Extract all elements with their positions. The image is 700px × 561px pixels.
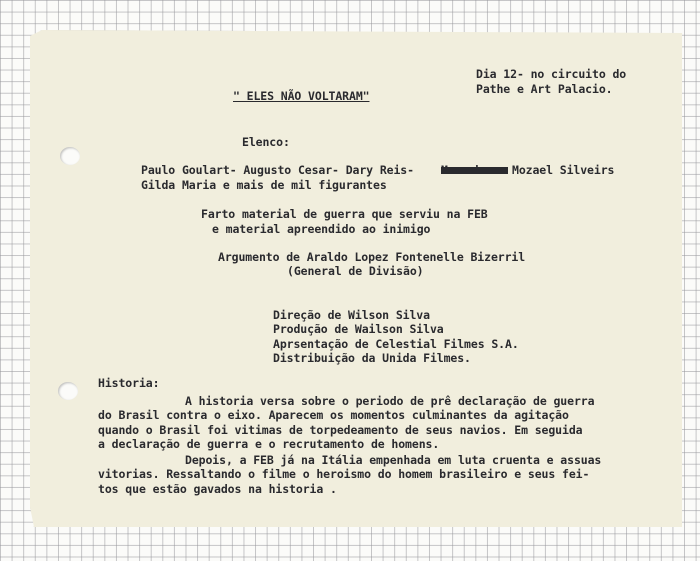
argument-line-2: (General de Divisão) [287, 264, 424, 278]
argument-line-1: Argumento de Araldo Lopez Fontenelle Bizerril [218, 250, 526, 264]
history-label: Historia: [98, 376, 160, 390]
history-line: vitorias. Ressaltando o filme o heroismo do homem brasileiro e seus fei- [98, 467, 590, 481]
history-line: a declaração de guerra e o recrutamento de homens. [98, 437, 440, 451]
history-line: A historia versa sobre o periodo de prê declaração de guerra [185, 394, 595, 408]
history-line: quando o Brasil foi vitimas de torpedeamento de seus navios. Em seguida [98, 423, 583, 437]
document-title: " ELES NÃO VOLTARAM" [233, 89, 370, 103]
cast-label: Elenco: [242, 135, 290, 149]
material-line-1: Farto material de guerra que serviu na FEB [201, 207, 488, 221]
credit-production: Produção de Wailson Silva [273, 322, 444, 336]
punch-hole [60, 147, 80, 165]
cast-line-2: Gilda Maria e mais de mil figurantes [141, 178, 387, 192]
cast-line-1b: Mozael Silveirs [512, 163, 615, 177]
credit-presentation: Aprsentação de Celestial Filmes S.A. [273, 337, 519, 351]
screening-date-line: Dia 12- no circuito do [476, 67, 627, 81]
credit-distribution: Distribuição da Unida Filmes. [273, 351, 471, 365]
history-line: Depois, a FEB já na Itália empenhada em luta cruenta e assuas [185, 453, 602, 467]
credit-direction: Direção de Wilson Silva [273, 308, 430, 322]
material-line-2: e material apreendido ao inimigo [212, 222, 431, 236]
screening-venue-line: Pathe e Art Palacio. [476, 82, 613, 96]
history-line: tos que estão gavados na historia . [98, 482, 337, 496]
strike-through-mark [441, 167, 508, 174]
cast-line-1a: Paulo Goulart- Augusto Cesar- Dary Reis- [141, 163, 414, 177]
history-line: do Brasil contra o eixo. Aparecem os momentos culminantes da agitação [98, 408, 569, 422]
punch-hole [58, 382, 78, 400]
